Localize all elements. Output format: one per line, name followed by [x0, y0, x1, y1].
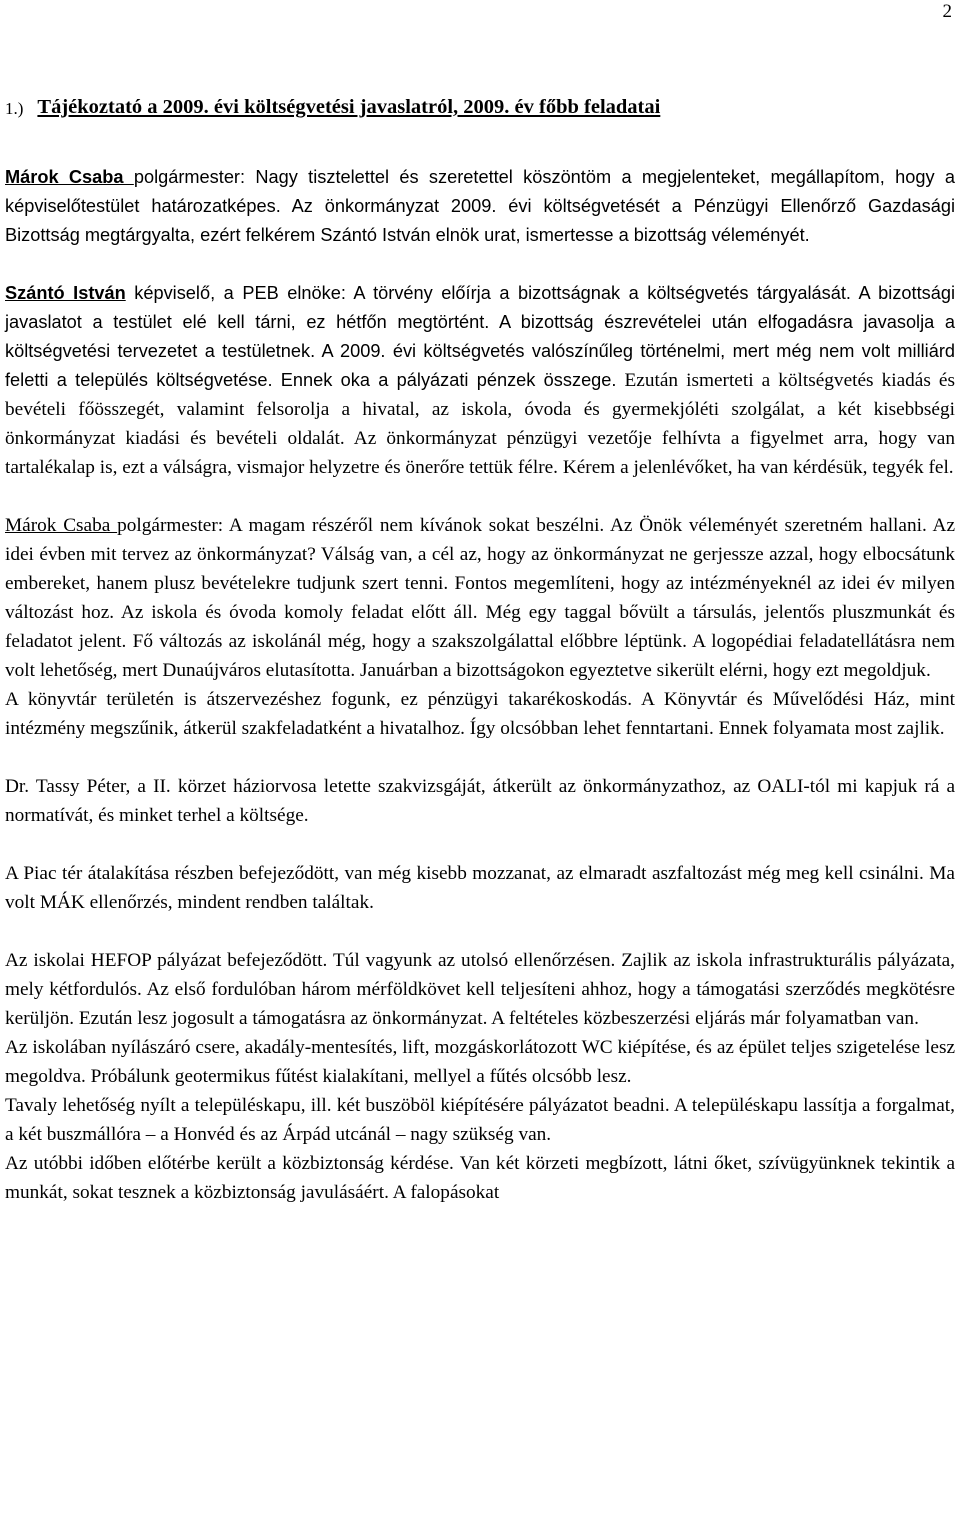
paragraph-library: A könyvtár területén is átszervezéshez fogunk, ez pénzügyi takarékoskodás. A Könyvtár és Művelődési Ház, mint intézmény megszűnik, átkerül szakfeladatként a hivatalhoz. Így olcsóbban lehet fenntartani. Ennek folyamata most zajlik. [5, 689, 955, 739]
agenda-number: 1.) [5, 99, 24, 118]
speaker-name: Márok Csaba [5, 167, 134, 187]
paragraph-doctor: Dr. Tassy Péter, a II. körzet háziorvosa letette szakvizsgáját, átkerült az önkormányzathoz, az OALI-tól mi kapjuk rá a normatívát, és minket terhel a költsége. [5, 776, 955, 826]
agenda-item [5, 96, 955, 119]
paragraph-public-safety: Az utóbbi időben előtérbe került a közbiztonság kérdése. Van két körzeti megbízott, látni őket, szívügyünknek tekintik a munkát, sokat tesznek a közbiztonság javulásáért. A falopásokat [5, 1153, 955, 1203]
document-body [5, 96, 955, 1207]
paragraph-school-renovation: Az iskolában nyílászáró csere, akadály-mentesítés, lift, mozgáskorlátozott WC kiépítése, és az épület teljes szigetelése lesz megoldva. Próbálunk geotermikus fűtést kialakítani, mellyel a fűtés olcsóbb lesz. [5, 1037, 955, 1087]
speaker-name: Szántó István [5, 283, 126, 303]
speaker-name: Márok Csaba [5, 515, 118, 536]
paragraph-text: polgármester: A magam részéről nem kívánok sokat beszélni. Az Önök véleményét szeretném hallani. Az idei évben mit tervez az önkormányzat? Válság van, a cél az, hogy az önkormányzat ne gerjessze azzal, hogy elbocsátunk embereket, hanem plusz bevételekre tudjunk szert tenni. Fontos megemlíteni, hogy az intézményeknél az idei év milyen változást hoz. Az iskola és óvoda komoly feladat előtt áll. Még egy taggal bővült a társulás, jelentős pluszmunkát és feladatot jelent. Fő változás az iskolánál még, hogy a szakszolgálattal előbbre léptünk. A logopédiai feladatellátásra nem volt lehetőség, mert Dunaújváros elutasította. Januárban a bizottságokon egyeztetve sikerült elérni, hogy ezt megoldjuk. [5, 515, 956, 681]
paragraph-text: képviselő, a PEB elnöke: A törvény előírja a bizottságnak a költségvetés tárgyalását. A bizottsági javaslatot a testület elé kell tárni, ez hétfőn megtörtént. A bizottság észrevételei után elfogadásra javasolja a költségvetési tervezetet a testületnek. A 2009. évi költségvetés valószínűleg történelmi, mert még nem volt milliárd feletti a település költségvetése. Ennek oka a pályázati pénzek összege. [5, 283, 955, 390]
paragraph-school-hefop: Az iskolai HEFOP pályázat befejeződött. Túl vagyunk az utolsó ellenőrzésen. Zajlik az iskola infrastrukturális pályázata, mely kétfordulós. Az első fordulóban három mérföldkövet kell teljesíteni ahhoz, hogy a támogatási szerződés megkötésre kerüljön. Ezután lesz jogosult a támogatásra az önkormányzat. A feltételes közbeszerzési eljárás már folyamatban van. [5, 950, 955, 1029]
agenda-title: Tájékoztató a 2009. évi költségvetési javaslatról, 2009. év főbb feladatai [37, 96, 661, 118]
paragraph-market-square: A Piac tér átalakítása részben befejeződött, van még kisebb mozzanat, az elmaradt aszfaltozást még meg kell csinálni. Ma volt MÁK ellenőrzés, mindent rendben találtak. [5, 863, 955, 913]
page-number: 2 [942, 1, 952, 22]
paragraph-mayor-opening [5, 163, 955, 250]
paragraph-mayor-plans [5, 511, 955, 685]
paragraph-town-gate: Tavaly lehetőség nyílt a településkapu, ill. két buszöböl kiépítésére pályázatot beadni. A településkapu lassítja a forgalmat, a két buszmállóra – a Honvéd és az Árpád utcánál – nagy szükség van. [5, 1095, 955, 1145]
paragraph-text-serif: Ezután ismerteti a költségvetés kiadás és bevételi főösszegét, valamint felsorolja a hivatal, az iskola, óvoda és gyermekjóléti szolgálat, a két kisebbségi önkormányzat kiadási és bevételi oldalát. Az önkormányzat pénzügyi vezetője felhívta a figyelmet arra, hogy van tartalékalap is, ezt a válságra, vismajor helyzetre és önerőre tettük félre. Kérem a jelenlévőket, ha van kérdésük, tegyék fel. [5, 370, 955, 478]
paragraph-peb-chair [5, 279, 955, 482]
paragraph-text: polgármester: Nagy tisztelettel és szeretettel köszöntöm a megjelenteket, megállapítom, hogy a képviselőtestület határozatképes. Az önkormányzat 2009. évi költségvetését a Pénzügyi Ellenőrző Gazdasági Bizottság megtárgyalta, ezért felkérem Szántó István elnök urat, ismertesse a bizottság véleményét. [5, 167, 955, 245]
